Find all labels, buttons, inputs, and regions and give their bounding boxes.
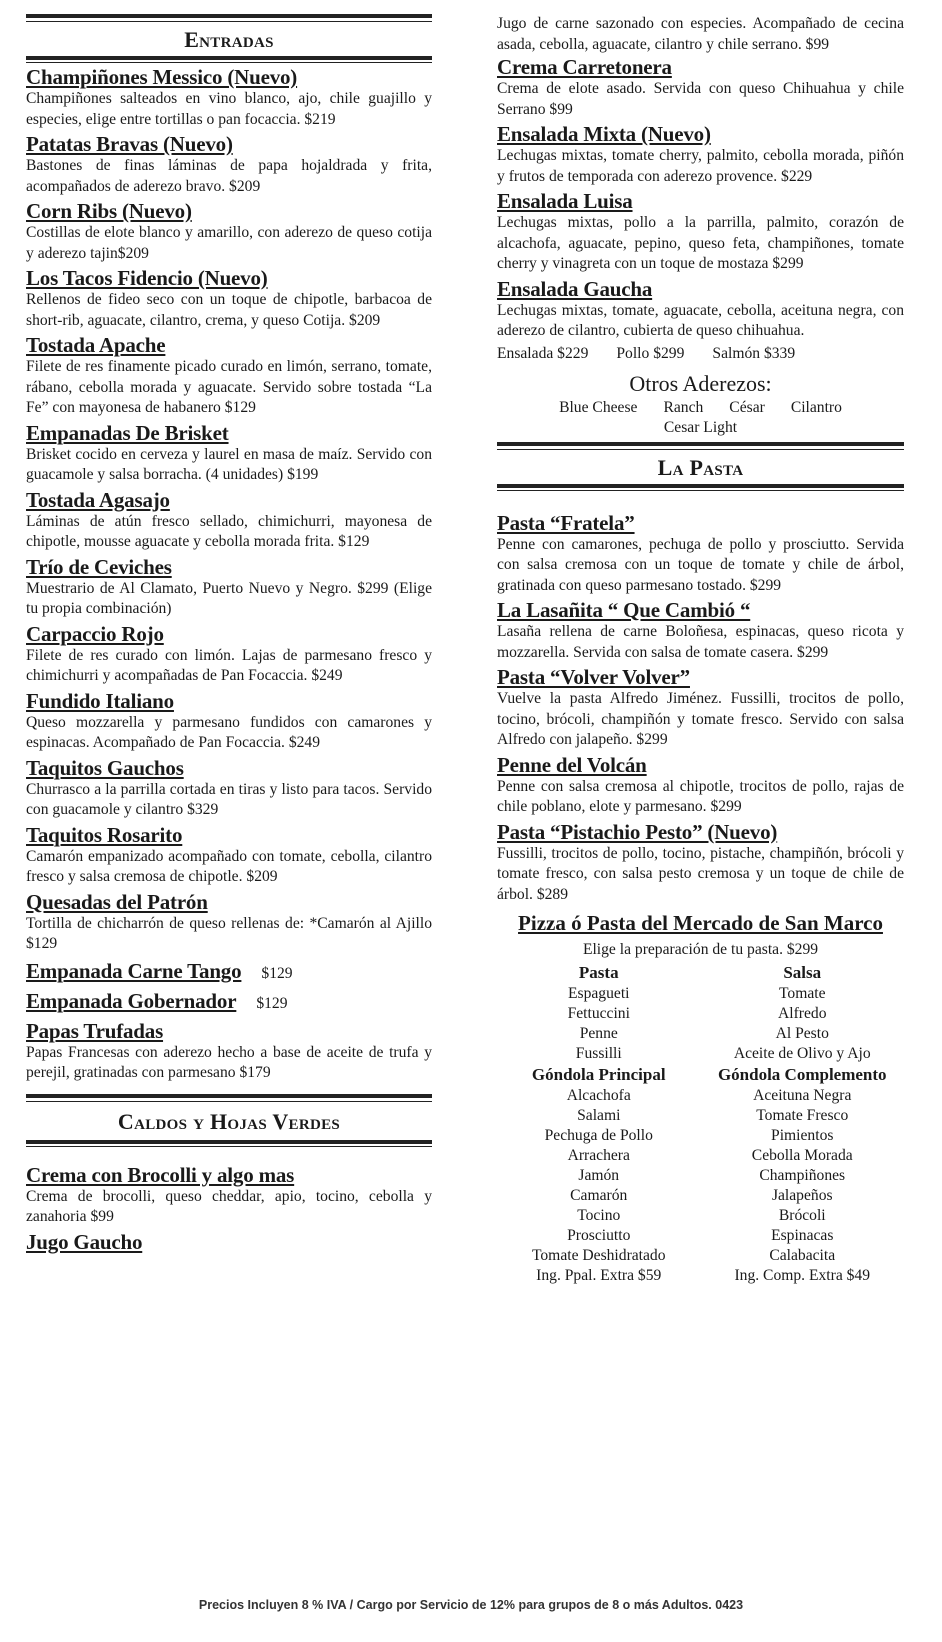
menu-item-desc: Vuelve la pasta Alfredo Jiménez. Fussilli, trocitos de pollo, tocino, brócoli, champiñón y tomate fresco. Servido con salsa Alfredo con jalapeño. $299	[497, 690, 904, 748]
menu-item	[26, 622, 432, 687]
menu-item	[26, 333, 432, 419]
menu-item	[26, 555, 432, 620]
menu-item-title: Empanada Gobernador	[26, 988, 237, 1013]
divider	[26, 56, 432, 63]
option-cell: Pimientos	[771, 1127, 834, 1144]
menu-item-desc: Lechugas mixtas, tomate, aguacate, cebolla, aceituna negra, con aderezo de cilantro, cubierta de queso chihuahua.	[497, 301, 904, 339]
aderezos-title: Otros Aderezos:	[629, 370, 772, 396]
menu-item-price: $129	[256, 994, 288, 1012]
option-cell: Tomate Fresco	[756, 1107, 849, 1124]
gondola-principal-header: Góndola Principal	[531, 1065, 666, 1084]
menu-item-title: Ensalada Luisa	[497, 189, 633, 213]
menu-item-empanada-gobernador	[26, 989, 432, 1013]
section-title-pasta: La Pasta	[657, 454, 744, 480]
pasta-salsa-table	[497, 962, 904, 1064]
ensalada-gaucha-prices	[497, 344, 904, 364]
option-cell: Aceituna Negra	[753, 1087, 852, 1104]
divider	[26, 1094, 432, 1102]
menu-item	[26, 488, 432, 553]
option-cell: Salami	[577, 1107, 621, 1124]
menu-item	[26, 421, 432, 486]
menu-item-title: La Lasañita “ Que Cambió “	[497, 598, 751, 622]
menu-item	[26, 132, 432, 197]
menu-item	[26, 1230, 432, 1254]
menu-item-title: Corn Ribs (Nuevo)	[26, 199, 192, 223]
option-cell: Fettuccini	[567, 1005, 630, 1022]
menu-item-desc: Brisket cocido en cerveza y laurel en masa de maíz. Servido con guacamole y salsa borracha. (4 unidades) $199	[26, 445, 432, 483]
menu-item-title: Pasta “Pistachio Pesto” (Nuevo)	[497, 819, 778, 844]
menu-item-title: Quesadas del Patrón	[26, 889, 208, 914]
option-cell: Calabacita	[769, 1247, 836, 1264]
price-pollo: Pollo $299	[616, 344, 685, 362]
menu-item	[497, 277, 904, 342]
menu-item-desc: Lechugas mixtas, pollo a la parrilla, palmito, corazón de alcachofa, aguacate, pepino, queso feta, champiñones, tomate cherry y vinagreta con un toque de mostaza $299	[497, 214, 904, 272]
divider	[497, 484, 904, 491]
option-cell: Champiñones	[759, 1167, 846, 1184]
menu-item-title: Penne del Volcán	[497, 752, 647, 777]
menu-item-title: Taquitos Rosarito	[26, 822, 183, 847]
menu-item-desc: Crema de brocolli, queso cheddar, apio, tocino, cebolla y zanahoria $99	[26, 1187, 432, 1225]
menu-item-title: Tostada Agasajo	[26, 487, 170, 512]
menu-item-price: $129	[261, 964, 293, 982]
menu-item	[26, 1163, 432, 1228]
menu-item	[497, 122, 904, 187]
section-title-entradas: Entradas	[184, 27, 274, 52]
aderezo-item: Cilantro	[790, 398, 842, 416]
salsa-header: Salsa	[783, 963, 822, 982]
option-cell: Pechuga de Pollo	[544, 1127, 653, 1144]
divider	[26, 14, 432, 22]
menu-item	[497, 665, 904, 751]
menu-item-title: Crema con Brocolli y algo mas	[26, 1162, 295, 1187]
menu-item-title: Champiñones Messico (Nuevo)	[26, 65, 298, 89]
aderezos-list	[497, 398, 904, 418]
menu-item-desc: Crema de elote asado. Servida con queso Chihuahua y chile Serrano $99	[497, 80, 904, 118]
menu-item-title: Carpaccio Rojo	[26, 621, 164, 646]
menu-item-desc: Fussilli, trocitos de pollo, tocino, pistache, champiñón, brócoli y tomate fresco, con salsa pesto cremosa y un toque de chile de árbol. $289	[497, 844, 904, 903]
option-cell: Jamón	[578, 1167, 620, 1184]
menu-item	[497, 753, 904, 818]
menu-item-title: Papas Trufadas	[26, 1018, 164, 1043]
menu-item	[26, 756, 432, 821]
pizza-subtitle: Elige la preparación de tu pasta. $299	[582, 941, 819, 958]
menu-item-desc: Lechugas mixtas, tomate cherry, palmito, cebolla morada, piñón y frutos de temporada con aderezo provence. $229	[497, 147, 904, 185]
menu-item-desc: Penne con salsa cremosa al chipotle, trocitos de pollo, rajas de chile poblano, elote y parmesano. $299	[497, 777, 904, 815]
aderezo-item: Blue Cheese	[559, 398, 638, 416]
menu-item	[497, 189, 904, 275]
entradas-list	[26, 65, 432, 955]
option-cell: Alcachofa	[566, 1087, 631, 1104]
menu-item-desc: Rellenos de fideo seco con un toque de chipotle, barbacoa de short-rib, aguacate, cilantro, crema, y queso Cotija. $209	[26, 291, 432, 329]
option-cell: Ing. Comp. Extra $49	[734, 1267, 871, 1284]
menu-item-desc: Filete de res finamente picado curado en limón, serrano, tomate, rábano, cebolla morada y aguacate. Servido sobre tostada “La Fe” con mayonesa de habanero $129	[26, 358, 432, 416]
menu-item	[497, 511, 904, 597]
menu-item-desc: Láminas de atún fresco sellado, chimichurri, mayonesa de chipotle, mousse aguacate y cebolla morada frita. $129	[26, 512, 432, 550]
menu-item-title: Pasta “Volver Volver”	[497, 665, 690, 689]
menu-item-title: Trío de Ceviches	[26, 554, 172, 579]
menu-item-title: Patatas Bravas (Nuevo)	[26, 132, 233, 156]
menu-item	[26, 823, 432, 888]
menu-item-title: Tostada Apache	[26, 333, 166, 357]
menu-item-desc: Bastones de finas láminas de papa hojaldrada y frita, acompañados de aderezo bravo. $209	[26, 157, 432, 195]
menu-item	[26, 890, 432, 955]
pastas-list	[497, 511, 904, 906]
menu-item-desc: Jugo de carne sazonado con especies. Acompañado de cecina asada, cebolla, aguacate, cilantro y chile serrano. $99	[497, 15, 904, 53]
menu-item	[26, 65, 432, 130]
menu-item-desc: Papas Francesas con aderezo hecho a base de aceite de trufa y perejil, gratinadas con parmesano $179	[26, 1043, 432, 1081]
menu-item-desc: Camarón empanizado acompañado con tomate, cebolla, cilantro fresco y salsa cremosa de chipotle. $209	[26, 847, 432, 885]
menu-item-title: Pasta “Fratela”	[497, 510, 635, 535]
pizza-section-title: Pizza ó Pasta del Mercado de San Marco	[518, 911, 883, 935]
section-title-caldos: Caldos y Hojas Verdes	[117, 1108, 341, 1134]
option-cell: Jalapeños	[771, 1187, 833, 1204]
menu-item-title: Taquitos Gauchos	[26, 755, 184, 780]
menu-item-desc: Churrasco a la parrilla cortada en tiras y listo para tacos. Servido con guacamole y cilantro $329	[26, 780, 432, 818]
menu-item-empanada-tango	[26, 959, 432, 983]
menu-item-title: Empanada Carne Tango	[26, 958, 242, 983]
menu-item-desc: Filete de res curado con limón. Lajas de parmesano fresco y chimichurri y acompañadas de Pan Focaccia. $249	[26, 646, 432, 684]
option-cell: Aceite de Olivo y Ajo	[733, 1045, 871, 1062]
menu-item-desc: Costillas de elote blanco y amarillo, con aderezo de queso cotija y aderezo tajin$209	[26, 224, 432, 262]
menu-item-papas	[26, 1019, 432, 1084]
menu-item	[26, 266, 432, 331]
pasta-header: Pasta	[578, 963, 619, 982]
option-cell: Tomate	[778, 985, 826, 1002]
option-cell: Fussilli	[575, 1045, 622, 1062]
menu-item-desc: Queso mozzarella y parmesano fundidos con camarones y espinacas. Acompañado de Pan Focaccia. $249	[26, 713, 432, 751]
option-cell: Al Pesto	[775, 1025, 829, 1042]
aderezo-item: César	[729, 398, 765, 416]
menu-item-desc: Tortilla de chicharrón de queso rellenas de: *Camarón al Ajillo $129	[26, 914, 432, 952]
menu-item-desc: Champiñones salteados en vino blanco, ajo, chile guajillo y especies, elige entre tortillas o pan focaccia. $219	[26, 90, 432, 128]
option-cell: Ing. Ppal. Extra $59	[536, 1267, 662, 1284]
menu-item-title: Crema Carretonera	[497, 55, 672, 79]
option-cell: Tomate Deshidratado	[531, 1247, 666, 1264]
menu-item-title: Jugo Gaucho	[26, 1229, 143, 1254]
menu-item-desc: Penne con camarones, pechuga de pollo y prosciutto. Servida con salsa cremosa con un toque de tomate y chile de árbol, gratinada con queso parmesano tostado. $299	[497, 535, 904, 594]
menu-item-title: Empanadas De Brisket	[26, 420, 229, 445]
aderezo-item: Ranch	[663, 398, 704, 416]
menu-item	[26, 689, 432, 754]
menu-item	[497, 820, 904, 906]
right-column	[497, 14, 904, 1286]
menu-item	[26, 199, 432, 264]
option-cell: Espinacas	[771, 1227, 834, 1244]
option-cell: Alfredo	[778, 1005, 827, 1022]
menu-item-desc: Lasaña rellena de carne Boloñesa, espinacas, queso ricota y mozzarella. Servida con salsa de tomate casera. $299	[497, 623, 904, 661]
option-cell: Brócoli	[778, 1207, 826, 1224]
menu-item-title: Fundido Italiano	[26, 688, 174, 713]
left-column	[26, 14, 432, 1256]
divider	[497, 442, 904, 450]
menu-item	[497, 598, 904, 663]
option-cell: Arrachera	[567, 1147, 630, 1164]
gondola-complemento-header: Góndola Complemento	[717, 1065, 887, 1084]
menu-item-title: Ensalada Gaucha	[497, 276, 653, 301]
caldos-list	[26, 1163, 432, 1254]
menu-item	[497, 55, 904, 120]
aderezo-item: Cesar Light	[663, 418, 738, 436]
option-cell: Tocino	[577, 1207, 621, 1224]
menu-item-title: Ensalada Mixta (Nuevo)	[497, 122, 711, 146]
footer-note: Precios Incluyen 8 % IVA / Cargo por Servicio de 12% para grupos de 8 o más Adultos. 0423	[198, 1598, 744, 1612]
option-cell: Cebolla Morada	[751, 1147, 853, 1164]
ensaladas-list	[497, 55, 904, 342]
price-salmon: Salmón $339	[712, 344, 796, 362]
option-cell: Espagueti	[568, 985, 630, 1002]
option-cell: Camarón	[570, 1187, 628, 1204]
option-cell: Prosciutto	[567, 1227, 631, 1244]
option-cell: Penne	[579, 1025, 618, 1042]
menu-item-desc: Muestrario de Al Clamato, Puerto Nuevo y Negro. $299 (Elige tu propia combinación)	[26, 579, 432, 617]
menu-item-title: Los Tacos Fidencio (Nuevo)	[26, 266, 268, 290]
divider	[26, 1140, 432, 1147]
gondola-table	[497, 1064, 904, 1286]
price-ensalada: Ensalada $229	[497, 344, 589, 362]
